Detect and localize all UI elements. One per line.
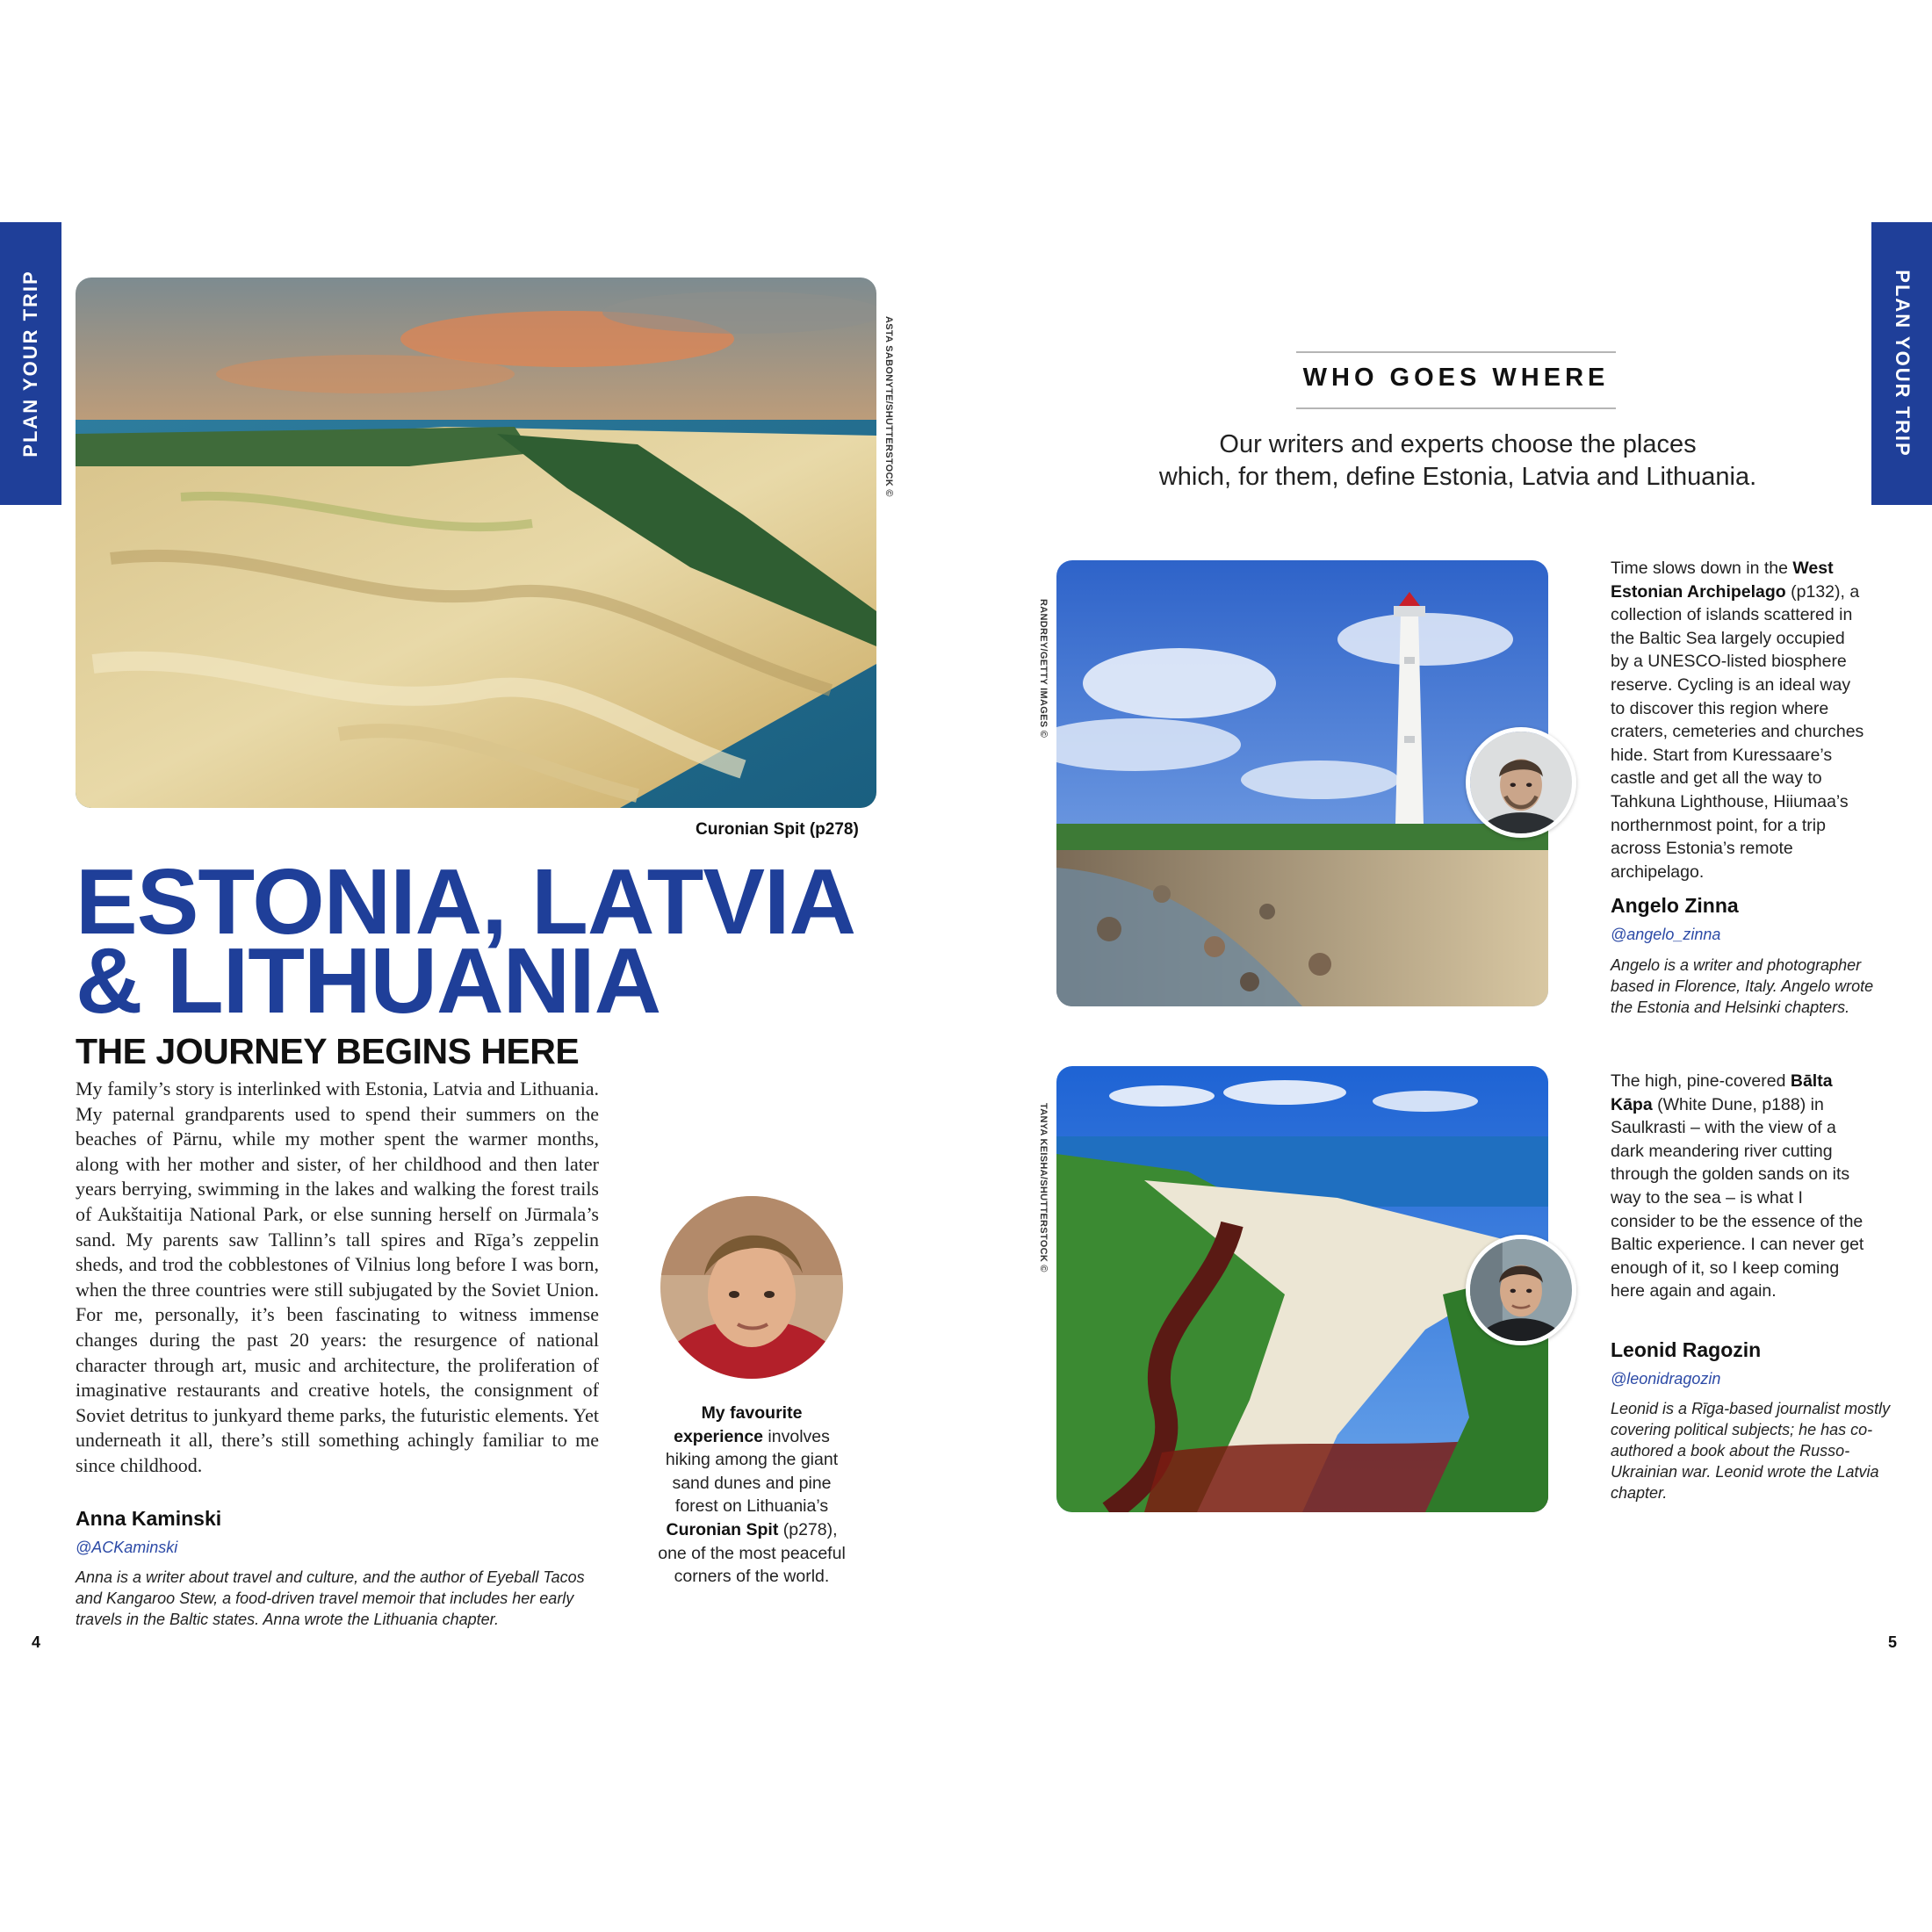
who-goes-where-intro — [1089, 429, 1827, 494]
page-number-left: 4 — [32, 1633, 41, 1651]
avatar-leonid-ragozin — [1466, 1235, 1576, 1345]
who-goes-where-intro-line-2: which, for them, define Estonia, Latvia and Lithuania. — [1158, 463, 1757, 491]
side-tab-left — [0, 222, 61, 505]
page-number-right: 5 — [1888, 1633, 1898, 1651]
favourite-experience — [654, 1402, 849, 1589]
favourite-label: My favourite experience — [674, 1403, 803, 1446]
avatar-angelo-image — [1470, 732, 1572, 833]
side-tab-left-label: PLAN YOUR TRIP — [19, 270, 41, 458]
story-1-text-a: Time slows down in the — [1611, 559, 1793, 578]
who-goes-where-intro-line-1: Our writers and experts choose the places — [1219, 430, 1697, 458]
story-balta-kapa — [1611, 1070, 1865, 1303]
hero-photo-credit: ASTA SABONYTE/SHUTTERSTOCK © — [883, 316, 894, 497]
author-bio-anna: Anna is a writer about travel and culture, and the author of Eyeball Tacos and Kangaroo Stew, a food-driven travel memoir that includes her early travels in the Baltic states. Anna wrote the Lithuania chapter. — [76, 1568, 585, 1628]
heading-rule-top — [1296, 351, 1616, 353]
author-bio-leonid: Leonid is a Rīga-based journalist mostly covering political subjects; he has co-authored a book about the Russo-Ukrainian war. Leonid wrote the Latvia chapter. — [1611, 1400, 1891, 1502]
hero-photo-curonian-spit — [76, 278, 876, 808]
side-tab-right — [1871, 222, 1932, 505]
page-title-line-1: ESTONIA, LATVIA — [76, 850, 856, 954]
story-2-text-b: (White Dune, p188) in Saulkrasti – with the view of a dark meandering river cutting through the golden sands on its way to the sea – is what I consider to be the essence of the Baltic experience. I can never get enough of it, so I keep coming here again and again. — [1611, 1094, 1864, 1301]
page-title — [76, 850, 856, 1033]
story-2-text-a: The high, pine-covered — [1611, 1071, 1791, 1091]
lighthouse-photo-credit: RANDREY/GETTY IMAGES © — [1038, 599, 1049, 739]
story-1-text-b: (p132), a collection of islands scattered in the Baltic Sea largely occupied by a UNESCO-listed biosphere reserve. Cycling is an ideal way to discover this region where craters, cemeteries and churches hide. Start from Kuressaare’s castle and get all the way to Tahkuna Lighthouse, Hiiumaa’s northernmost point, for a trip across Estonia’s remote archipelago. — [1611, 581, 1864, 882]
intro-paragraph: My family’s story is interlinked with Estonia, Latvia and Lithuania. My paternal grandparents used to spend their summers on the beaches of Pärnu, while my mother spent the warmer months, along with her mother and sister, of her childhood and then later years berrying, swimming in the lakes and walking the forest trails of Aukštaitija National Park, or else sunning herself on Jūrmala’s sand. My parents saw Tallinn’s tall spires and Rīga’s zeppelin sheds, and trod the cobblestones of Vilnius long before I was born, when the three countries were still subjugated by the Soviet Union. For me, personally, it’s been fascinating to witness immense changes during the past 20 years: the resurgence of national character through art, music and architecture, the proliferation of imaginative restaurants and creative hotels, the consignment of Soviet detritus to junkyard theme parks, the futuristic elements. Yet underneath it all, there’s still something achingly familiar to me since childhood. — [76, 1078, 599, 1476]
favourite-text-b: (p278), one of the most peaceful corners of the world. — [658, 1519, 846, 1587]
page-subtitle: THE JOURNEY BEGINS HERE — [76, 1031, 580, 1071]
avatar-leonid-image — [1470, 1239, 1572, 1341]
story-1-place: West Estonian Archipelago — [1611, 559, 1834, 602]
dune-landscape-image — [76, 278, 876, 808]
side-tab-right-label: PLAN YOUR TRIP — [1892, 270, 1914, 458]
author-handle-anna[interactable]: @ACKaminski — [76, 1539, 178, 1556]
heading-rule-bottom — [1296, 407, 1616, 409]
favourite-place: Curonian Spit — [666, 1519, 779, 1539]
author-bio-angelo: Angelo is a writer and photographer based in Florence, Italy. Angelo wrote the Estonia and Helsinki chapters. — [1611, 956, 1874, 1016]
hero-photo-caption: Curonian Spit (p278) — [696, 820, 859, 839]
story-west-estonian-archipelago — [1611, 557, 1865, 883]
author-handle-angelo[interactable]: @angelo_zinna — [1611, 926, 1721, 943]
avatar-angelo-zinna — [1466, 727, 1576, 838]
author-name-leonid: Leonid Ragozin — [1611, 1338, 1762, 1361]
who-goes-where-heading: WHO GOES WHERE — [1302, 364, 1610, 392]
story-2-place: Bālta Kāpa — [1611, 1071, 1833, 1114]
favourite-text-a: involves hiking among the giant sand dunes and pine forest on Lithuania’s — [665, 1426, 839, 1517]
author-name-anna: Anna Kaminski — [76, 1507, 222, 1530]
avatar-anna-image — [660, 1196, 843, 1379]
avatar-anna-kaminski — [660, 1196, 843, 1379]
page-title-line-2: & LITHUANIA — [76, 929, 661, 1033]
author-handle-leonid[interactable]: @leonidragozin — [1611, 1370, 1721, 1388]
author-name-angelo: Angelo Zinna — [1611, 894, 1739, 917]
white-dune-photo-credit: TANYA KEISHA/SHUTTERSTOCK © — [1038, 1103, 1049, 1272]
